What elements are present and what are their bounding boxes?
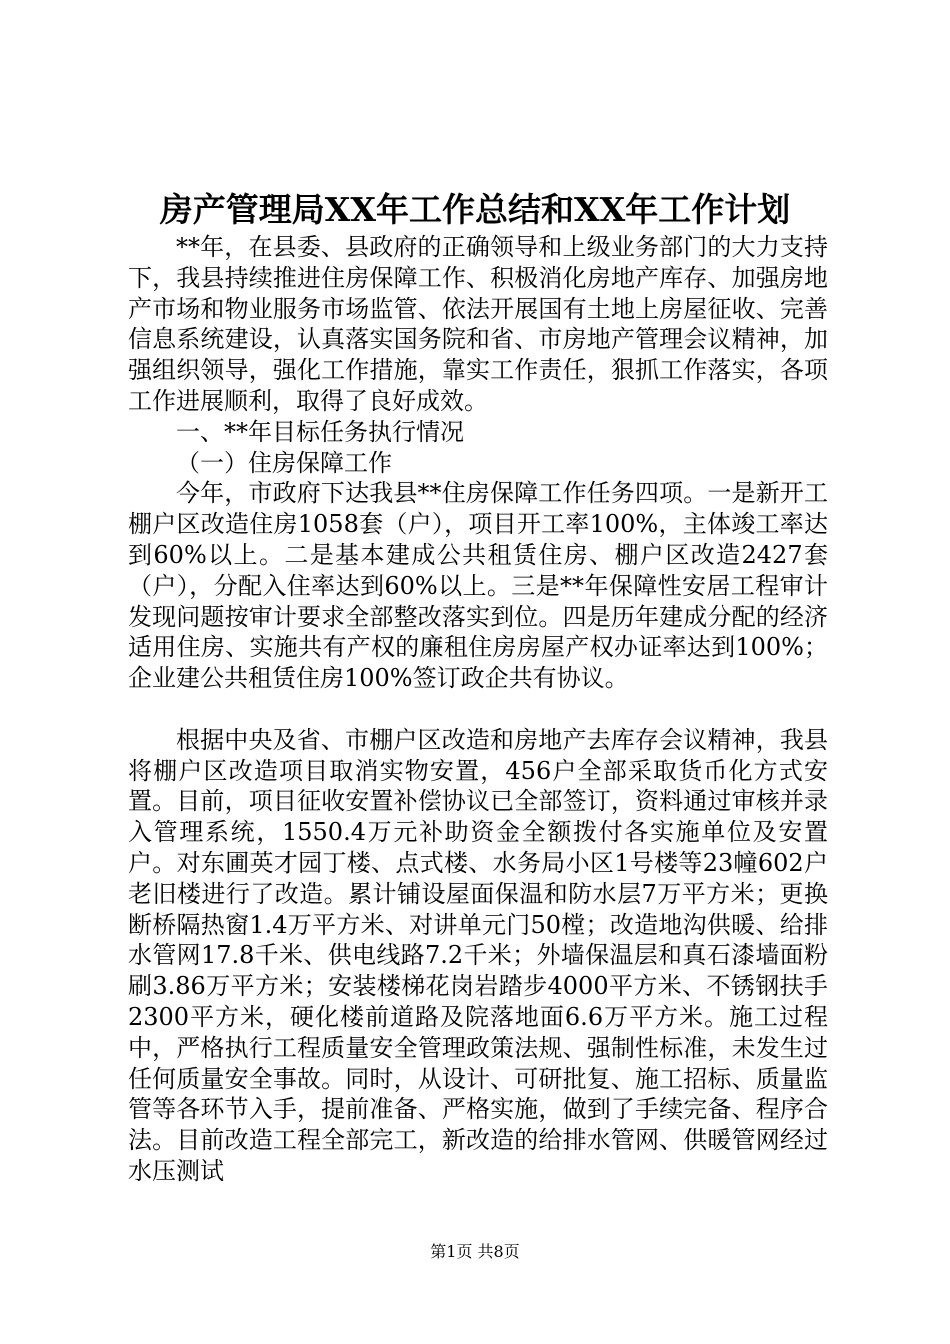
section-heading: 一、**年目标任务执行情况 [176, 417, 464, 446]
subsection-heading: （一）住房保障工作 [176, 448, 392, 477]
document-title: 房产管理局XX年工作总结和XX年工作计划 [159, 190, 791, 229]
document-body [128, 232, 828, 1187]
shantytown-renovation-paragraph: 根据中央及省、市棚户区改造和房地产去库存会议精神，我县将棚户区改造项目取消实物安置，456户全部采取货币化方式安置。目前，项目征收安置补偿协议已全部签订，资料通过审核并录入管理系统，1550.4万元补助资金全额拨付各实施单位及安置户。对东圃英才园丁楼、点式楼、水务局小区1号楼等23幢602户老旧楼进行了改造。累计铺设屋面保温和防水层7万平方米；更换断桥隔热窗1.4万平方米、对讲单元门50樘；改造地沟供暖、给排水管网17.8千米、供电线路7.2千米；外墙保温层和真石漆墙面粉刷3.86万平方米；安装楼梯花岗岩踏步4000平方米、不锈钢扶手2300平方米，硬化楼前道路及院落地面6.6万平方米。施工过程中，严格执行工程质量安全管理政策法规、强制性标准，未发生过任何质量安全事故。同时，从设计、可研批复、施工招标、质量监管等各环节入手，提前准备、严格实施，做到了手续完备、程序合法。目前改造工程全部完工，新改造的给排水管网、供暖管网经过水压测试 [128, 725, 828, 1185]
page-footer: 第1页 共8页 [430, 1242, 520, 1261]
intro-paragraph: **年，在县委、县政府的正确领导和上级业务部门的大力支持下，我县持续推进住房保障工作、积极消化房地产库存、加强房地产市场和物业服务市场监管、依法开展国有土地上房屋征收、完善信息系统建设，认真落实国务院和省、市房地产管理会议精神，加强组织领导，强化工作措施，靠实工作责任，狠抓工作落实，各项工作进展顺利，取得了良好成效。 [128, 233, 828, 415]
housing-tasks-paragraph: 今年，市政府下达我县**住房保障工作任务四项。一是新开工棚户区改造住房1058套（户），项目开工率100%，主体竣工率达到60%以上。二是基本建成公共租赁住房、棚户区改造2427套（户），分配入住率达到60%以上。三是**年保障性安居工程审计发现问题按审计要求全部整改落实到位。四是历年建成分配的经济适用住房、实施共有产权的廉租住房房屋产权办证率达到100%；企业建公共租赁住房100%签订政企共有协议。 [128, 479, 828, 693]
